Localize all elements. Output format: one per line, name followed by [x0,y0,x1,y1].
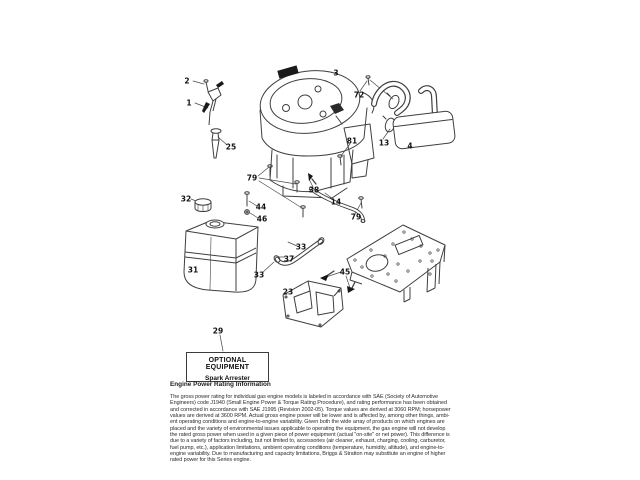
callout-1: 1 [186,98,192,108]
optional-equipment-title: OPTIONAL EQUIPMENT [205,357,250,371]
callout-3: 3 [333,68,339,78]
callout-29: 29 [212,326,224,336]
engine-power-rating-section [170,381,478,464]
fuel-line [273,237,325,264]
callout-13: 13 [378,138,390,148]
frame-plate [347,225,445,302]
callout-79: 79 [246,173,258,183]
rating-text-line: ent operating conditions and engine-to-engine variability. Given both the wide array of products on which engines are [170,419,445,426]
engine [257,65,374,198]
engine-power-rating-text [170,394,478,464]
callout-46: 46 [256,214,268,224]
callout-37: 37 [283,254,295,264]
callout-33: 33 [253,270,265,280]
callout-79: 79 [350,212,362,222]
callout-31: 31 [187,265,199,275]
rating-text-line: and corrected in accordance with SAE J1995 (Revision 2002-05). Torque values are derived at 3060 RPM; horsepower [170,406,451,413]
callout-32: 32 [180,194,192,204]
callout-4: 4 [407,141,413,151]
shield-bracket [283,281,343,327]
optional-equipment-subtitle: Spark Arrester [205,375,250,382]
rating-text-line: fuel pump, etc.), application limitations, ambient operating conditions (temperature, humidity, altitude), and engine-to- [170,444,445,451]
callout-38: 38 [308,185,320,195]
callout-44: 44 [255,202,267,212]
spark-plug-and-drain [202,81,224,158]
rating-text-line: values are derived at 3600 RPM. Actual gross engine power will be lower and is affected by, among other things, ambi- [170,413,450,420]
rating-text-line: The gross power rating for individual gas engine models is labeled in accordance with SAE (Society of Automotive [170,394,439,400]
rating-text-line: rated power for this Series engine. [170,457,251,464]
callout-2: 2 [184,76,190,86]
rating-text-line: Engineers) code J1940 (Small Engine Power & Torque Rating Procedure), and rating performance has been obtained [170,400,447,407]
callout-25: 25 [225,142,237,152]
callout-23: 23 [282,287,294,297]
callout-72: 72 [353,90,365,100]
optional-equipment-box [186,352,269,382]
rating-text-line: the rated gross power when used in a given piece of power equipment (actual "on-site" or net power). This difference is [170,432,450,439]
callout-33: 33 [295,242,307,252]
rating-text-line: due to a variety of factors including, but not limited to, accessories (air cleaner, exhaust, charging, cooling, carburetor, [170,438,446,445]
rating-text-line: engine variability. Due to manufacturing and capacity limitations, Briggs & Stratton may substitute an engine of higher [170,451,446,458]
rating-text-line: placed and the variety of environmental issues applicable to operating the equipment, the gas engine will not develop [170,425,446,432]
engine-power-rating-heading: Engine Power Rating Information [170,381,271,388]
callout-81: 81 [346,136,358,146]
callout-14: 14 [330,197,342,207]
callout-45: 45 [339,267,351,277]
